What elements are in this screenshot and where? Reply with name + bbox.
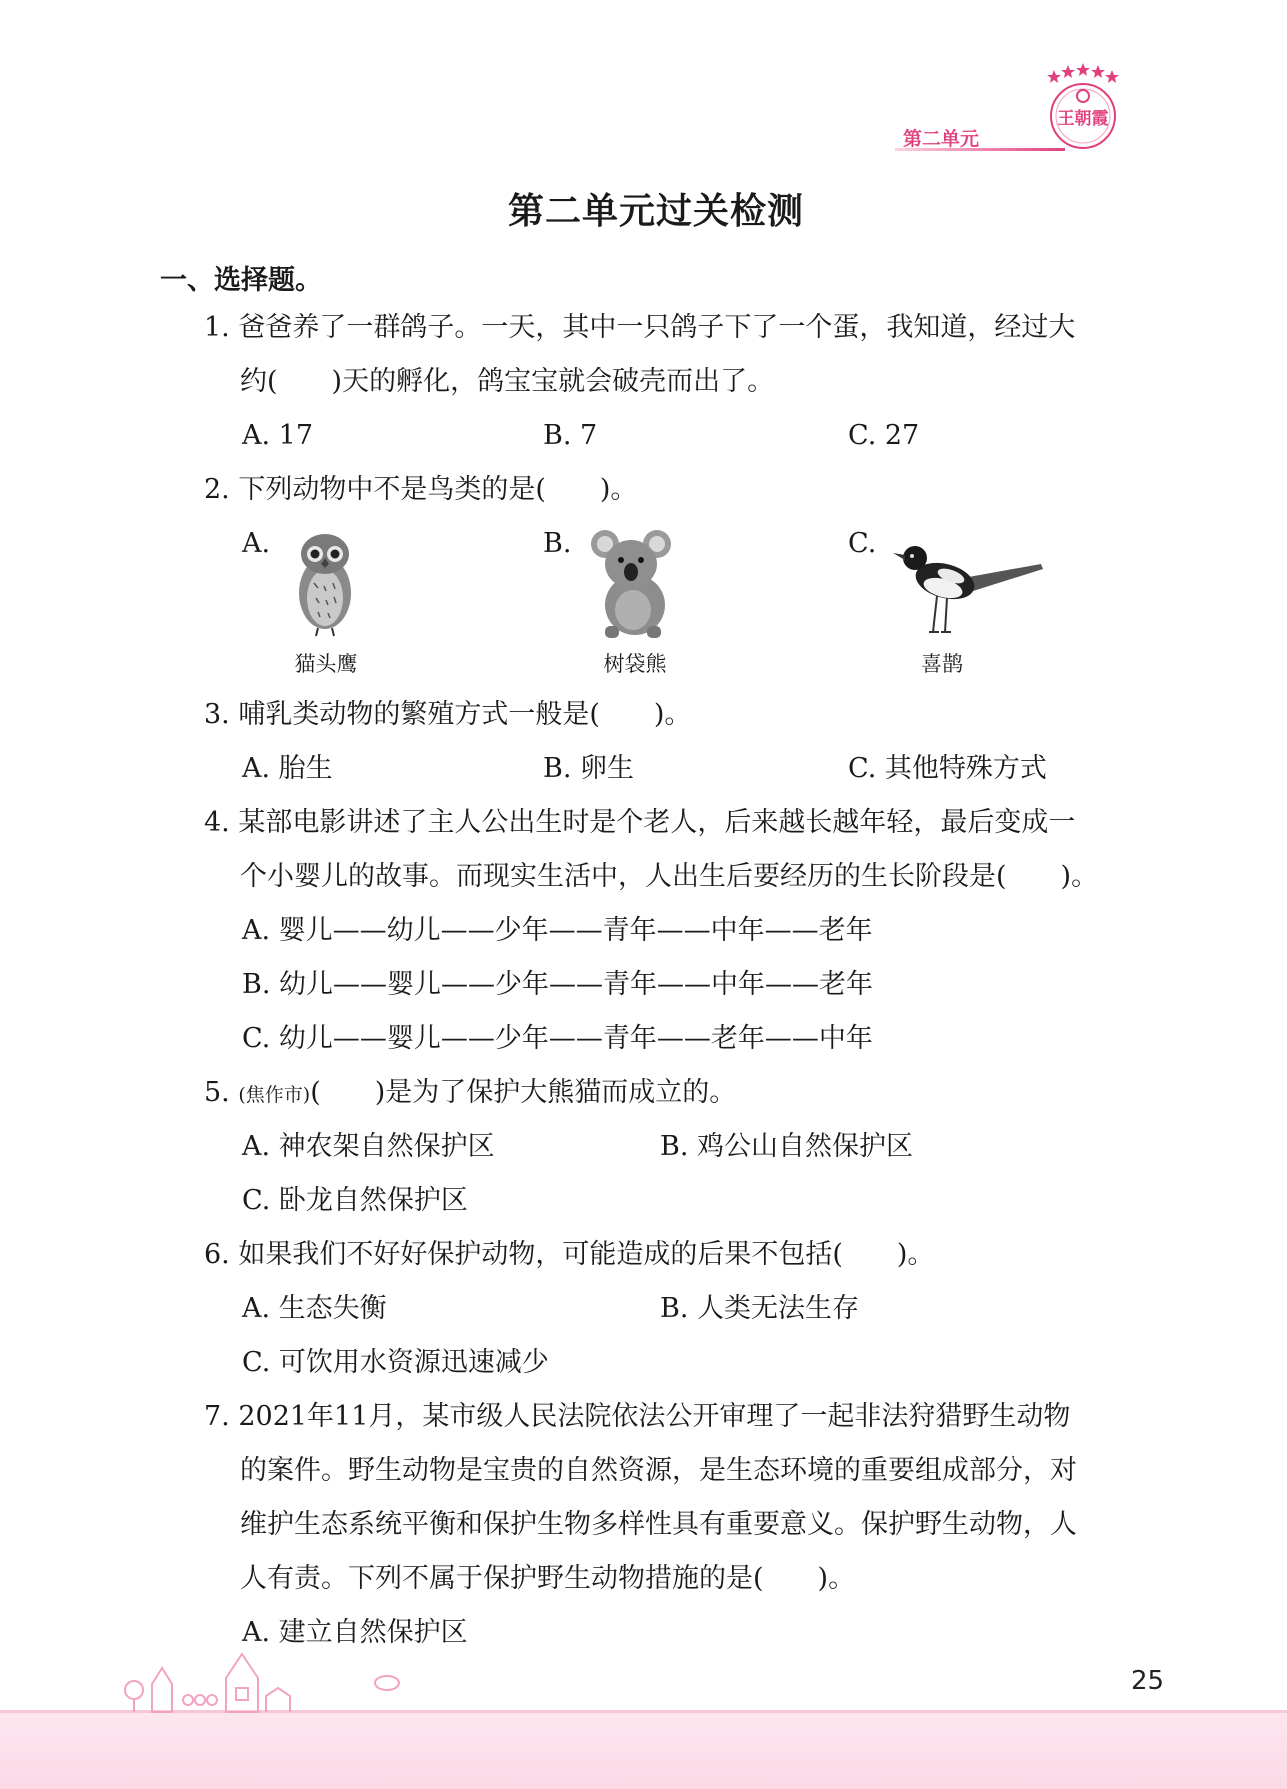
owl-image [290, 528, 360, 638]
footer-band [0, 1713, 1287, 1789]
q7-line2: 的案件。野生动物是宝贵的自然资源，是生态环境的重要组成部分，对 [240, 1455, 1077, 1486]
q1-option-b: B. 7 [543, 420, 598, 451]
q5-source: (焦作市) [238, 1084, 311, 1106]
q7-line1: 7. 2021年11月，某市级人民法院依法公开审理了一起非法狩猎野生动物 [204, 1401, 1071, 1432]
q5-option-b: B. 鸡公山自然保护区 [660, 1131, 914, 1162]
q2-caption-c: 喜鹊 [921, 652, 963, 676]
q1-line1: 1. 爸爸养了一群鸽子。一天，其中一只鸽子下了一个蛋，我知道，经过大 [204, 312, 1076, 343]
q5-text: ( )是为了保护大熊猫而成立的。 [310, 1077, 737, 1108]
q2-caption-b: 树袋熊 [603, 652, 667, 676]
header-logo [1040, 62, 1126, 154]
q4-option-a: A. 婴儿——幼儿——少年——青年——中年——老年 [242, 915, 873, 946]
q1-line2: 约( )天的孵化，鸽宝宝就会破壳而出了。 [240, 366, 775, 397]
q4-line2: 个小婴儿的故事。而现实生活中，人出生后要经历的生长阶段是( )。 [240, 861, 1099, 892]
q2-caption-a: 猫头鹰 [294, 652, 358, 676]
q3-option-b: B. 卵生 [543, 753, 635, 784]
q2-option-a: A. [242, 528, 271, 559]
q3-line1: 3. 哺乳类动物的繁殖方式一般是( )。 [204, 699, 692, 730]
q4-line1: 4. 某部电影讲述了主人公出生时是个老人，后来越长越年轻，最后变成一 [204, 807, 1076, 838]
q4-option-b: B. 幼儿——婴儿——少年——青年——中年——老年 [242, 969, 874, 1000]
magpie-image [893, 536, 1043, 638]
q6-option-b: B. 人类无法生存 [660, 1293, 860, 1324]
q7-line4: 人有责。下列不属于保护野生动物措施的是( )。 [240, 1563, 856, 1594]
q6-option-c: C. 可饮用水资源迅速减少 [242, 1347, 549, 1378]
footer-flower-decoration [372, 1672, 402, 1694]
q4-option-c: C. 幼儿——婴儿——少年——青年——老年——中年 [242, 1023, 873, 1054]
q2-option-b: B. [543, 528, 572, 559]
page-title: 第二单元过关检测 [508, 191, 805, 232]
q6-line1: 6. 如果我们不好好保护动物，可能造成的后果不包括( )。 [204, 1239, 935, 1270]
q1-option-a: A. 17 [242, 420, 314, 451]
q2-option-c: C. [848, 528, 877, 559]
q3-option-a: A. 胎生 [242, 753, 333, 784]
q5-line1 [204, 1075, 736, 1113]
logo-text: 王朝霞 [1057, 109, 1109, 129]
q1-option-c: C. 27 [848, 420, 920, 451]
q3-option-c: C. 其他特殊方式 [848, 753, 1047, 784]
koala-image [585, 530, 680, 640]
q7-option-a: A. 建立自然保护区 [242, 1617, 468, 1648]
section-heading: 一、选择题。 [160, 265, 322, 296]
page-number: 25 [1131, 1666, 1165, 1696]
footer-castle-decoration [118, 1640, 318, 1716]
q5-option-c: C. 卧龙自然保护区 [242, 1185, 468, 1216]
q5-option-a: A. 神农架自然保护区 [242, 1131, 495, 1162]
q6-option-a: A. 生态失衡 [242, 1293, 387, 1324]
q2-line1: 2. 下列动物中不是鸟类的是( )。 [204, 474, 638, 505]
unit-label: 第二单元 [903, 128, 980, 150]
q7-line3: 维护生态系统平衡和保护生物多样性具有重要意义。保护野生动物，人 [240, 1509, 1077, 1540]
q5-number: 5. [204, 1077, 230, 1108]
